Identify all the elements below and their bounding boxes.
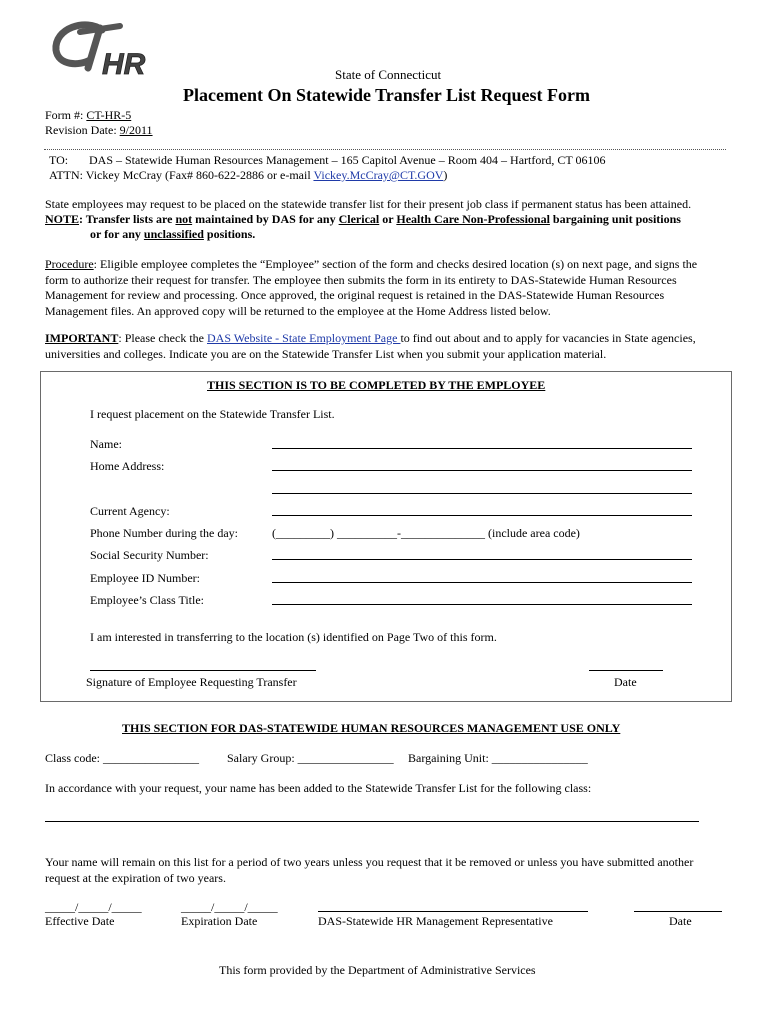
- expiration-date-field[interactable]: _____/_____/_____: [181, 900, 278, 914]
- to-address: DAS – Statewide Human Resources Management – 165 Capitol Avenue – Room 404 – Hartford, CT 06106: [89, 153, 606, 167]
- note-text-f: positions.: [203, 227, 256, 241]
- eligibility-text: State employees may request to be placed on the statewide transfer list for their present job class if permanent status has been attained.: [45, 197, 692, 211]
- remain-statement: Your name will remain on this list for a period of two years unless you request that it be removed or unless you have submitted another request at the expiration of two years.: [45, 855, 694, 885]
- note-text-c: or: [379, 212, 397, 226]
- attn-line: [49, 168, 447, 183]
- name-label: Name:: [90, 437, 122, 451]
- interest-statement: I am interested in transferring to the location (s) identified on Page Two of this form.: [90, 630, 497, 644]
- important-text-a: : Please check the: [118, 331, 207, 345]
- bargaining-unit-field[interactable]: Bargaining Unit: ________________: [408, 751, 588, 765]
- class-title-label: Employee’s Class Title:: [90, 593, 205, 607]
- home-address-field-1[interactable]: [272, 470, 692, 471]
- home-address-label: Home Address:: [90, 459, 165, 473]
- note-line-1: [45, 212, 681, 227]
- form-number-line: [45, 108, 131, 123]
- procedure-label: Procedure: [45, 257, 94, 271]
- representative-signature-field[interactable]: [318, 911, 588, 912]
- expiration-date-label: Expiration Date: [181, 914, 258, 928]
- note-not: not: [175, 212, 193, 226]
- ssn-label: Social Security Number:: [90, 548, 209, 562]
- footer-text: This form provided by the Department of Administrative Services: [219, 963, 536, 977]
- current-agency-field[interactable]: [272, 515, 692, 516]
- svg-text:HR: HR: [102, 48, 146, 81]
- cthr-logo: [50, 20, 160, 82]
- effective-date-field[interactable]: _____/_____/_____: [45, 900, 142, 914]
- name-field[interactable]: [272, 448, 692, 449]
- phone-field[interactable]: (_________) __________-______________ (include area code): [272, 526, 580, 540]
- employee-date-field[interactable]: [589, 670, 663, 671]
- class-title-field[interactable]: [272, 604, 692, 605]
- note-health-care: Health Care Non-Professional: [396, 212, 550, 226]
- employee-signature-field[interactable]: [90, 670, 316, 671]
- form-title: Placement On Statewide Transfer List Request Form: [183, 85, 590, 105]
- class-name-field[interactable]: [45, 821, 699, 822]
- note-unclassified: unclassified: [143, 227, 204, 241]
- procedure-paragraph: [45, 257, 723, 319]
- important-paragraph: [45, 331, 723, 362]
- to-label: TO:: [49, 153, 69, 167]
- form-number: CT-HR-5: [86, 108, 132, 122]
- employee-id-field[interactable]: [272, 582, 692, 583]
- note-line-2: [90, 227, 255, 242]
- note-label: NOTE: [45, 212, 80, 226]
- note-clerical: Clerical: [338, 212, 380, 226]
- ssn-field[interactable]: [272, 559, 692, 560]
- employee-section-heading: THIS SECTION IS TO BE COMPLETED BY THE EMPLOYEE: [207, 378, 546, 392]
- effective-date-label: Effective Date: [45, 914, 115, 928]
- state-heading: State of Connecticut: [335, 67, 442, 82]
- attn-text: ATTN: Vickey McCray (Fax# 860-622-2886 or e-mail: [49, 168, 314, 182]
- cthr-logo-graphic: [50, 20, 160, 82]
- note-text-b: maintained by DAS for any: [192, 212, 339, 226]
- employee-id-label: Employee ID Number:: [90, 571, 200, 585]
- employee-date-label: Date: [614, 675, 637, 689]
- accordance-statement: In accordance with your request, your name has been added to the Statewide Transfer List for the following class:: [45, 781, 592, 795]
- das-date-label: Date: [669, 914, 692, 928]
- das-date-field[interactable]: [634, 911, 722, 912]
- home-address-field-2[interactable]: [272, 493, 692, 494]
- representative-label: DAS-Statewide HR Management Representative: [318, 914, 553, 928]
- revision-date: 9/2011: [119, 123, 153, 137]
- attn-end: ): [443, 168, 448, 182]
- form-number-label: Form #:: [45, 108, 87, 122]
- salary-group-field[interactable]: Salary Group: ________________: [227, 751, 394, 765]
- note-text-d: bargaining unit positions: [549, 212, 681, 226]
- das-website-link[interactable]: DAS Website - State Employment Page: [207, 331, 401, 345]
- email-link[interactable]: Vickey.McCray@CT.GOV: [313, 168, 444, 182]
- signature-label: Signature of Employee Requesting Transfer: [86, 675, 297, 689]
- important-label: IMPORTANT: [45, 331, 119, 345]
- request-statement: I request placement on the Statewide Transfer List.: [90, 407, 335, 421]
- header-divider: [44, 149, 726, 150]
- procedure-text: : Eligible employee completes the “Employee” section of the form and checks desired location (s) on next page, and signs the form to authorize their request for transfer. The employee then submits the form in its entirety to DAS-Statewide Human Resources Management for review and processing. Once approved, the original request is retained in the DAS-Statewide Human Resources Management files. An approved copy will be returned to the employee at the Home Address listed below.: [45, 257, 698, 318]
- das-section-heading: THIS SECTION FOR DAS-STATEWIDE HUMAN RESOURCES MANAGEMENT USE ONLY: [122, 721, 621, 735]
- class-code-field[interactable]: Class code: ________________: [45, 751, 199, 765]
- current-agency-label: Current Agency:: [90, 504, 170, 518]
- revision-date-label: Revision Date:: [45, 123, 120, 137]
- important-text-b: to find out about and to apply for vacancies in State agencies, universities and colleges. Indicate you are on the Statewide Transfer List when you submit your application material.: [45, 331, 696, 361]
- phone-label: Phone Number during the day:: [90, 526, 238, 540]
- revision-date-line: [45, 123, 153, 138]
- note-text-e: or for any: [90, 227, 144, 241]
- note-text-a: : Transfer lists are: [79, 212, 176, 226]
